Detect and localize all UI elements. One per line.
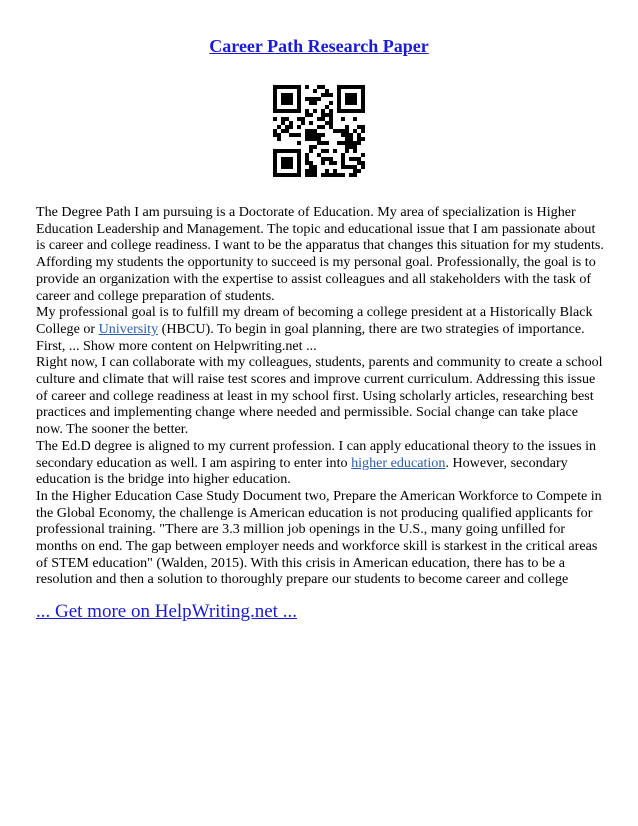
qr-module (281, 85, 285, 89)
qr-module (297, 161, 301, 165)
qr-module (361, 165, 365, 169)
qr-module (273, 129, 277, 133)
qr-module (313, 165, 317, 169)
qr-module (349, 141, 353, 145)
qr-module (357, 125, 361, 129)
qr-module (305, 173, 309, 177)
qr-module (309, 169, 313, 173)
qr-module (357, 133, 361, 137)
paragraph-2-text-b: (HBCU). To begin in goal planning, there are two strategies of importance. First, ... Show more content on Helpwriting.net ... (36, 320, 585, 354)
qr-module (289, 165, 293, 169)
qr-module (361, 105, 365, 109)
qr-module (325, 149, 329, 153)
qr-module (293, 149, 297, 153)
qr-module (301, 121, 305, 125)
qr-module (357, 169, 361, 173)
qr-module (297, 89, 301, 93)
qr-module (349, 173, 353, 177)
qr-module (285, 129, 289, 133)
qr-module (285, 109, 289, 113)
qr-module (321, 157, 325, 161)
qr-module (329, 117, 333, 121)
qr-module (321, 133, 325, 137)
qr-module (297, 165, 301, 169)
qr-module (333, 173, 337, 177)
qr-module (337, 85, 341, 89)
qr-module (353, 157, 357, 161)
qr-module (329, 93, 333, 97)
qr-module (325, 173, 329, 177)
qr-module (277, 137, 281, 141)
qr-module (341, 129, 345, 133)
paragraph-4 (36, 438, 604, 488)
qr-module (285, 97, 289, 101)
qr-module (329, 161, 333, 165)
qr-module (277, 85, 281, 89)
qr-module (289, 125, 293, 129)
qr-module (357, 161, 361, 165)
paragraph-2-text-a: My professional goal is to fulfill my dream of becoming a college president at a Historically Black College or (36, 304, 593, 337)
qr-module (273, 153, 277, 157)
qr-module (337, 109, 341, 113)
qr-module (309, 165, 313, 169)
qr-module (305, 129, 309, 133)
qr-module (305, 157, 309, 161)
paragraph-1: The Degree Path I am pursuing is a Doctorate of Education. My area of specialization is Higher Education Leadership and Management. The topic and educational issue that I am passionate about is career and college readiness. I want to be the apparatus that changes this situation for my students. Affording my students the opportunity to succeed is my personal goal. Professionally, the goal is to provide an organization with the expertise to assist colleagues and all stakeholders with the task of career and college preparation of students. (36, 204, 604, 304)
qr-module (361, 153, 365, 157)
qr-module (285, 157, 289, 161)
qr-module (341, 109, 345, 113)
qr-module (305, 153, 309, 157)
qr-module (309, 97, 313, 101)
qr-module (293, 109, 297, 113)
qr-module (349, 145, 353, 149)
qr-module (349, 101, 353, 105)
qr-module (281, 157, 285, 161)
qr-module (309, 149, 313, 153)
qr-module (361, 129, 365, 133)
qr-module (329, 121, 333, 125)
qr-module (353, 141, 357, 145)
qr-module (285, 125, 289, 129)
qr-module (285, 117, 289, 121)
qr-module (289, 161, 293, 165)
qr-module (321, 85, 325, 89)
qr-module (341, 85, 345, 89)
qr-module (349, 109, 353, 113)
qr-module (297, 169, 301, 173)
qr-module (325, 141, 329, 145)
qr-module (321, 109, 325, 113)
qr-module (297, 149, 301, 153)
higher-education-link[interactable]: higher education (351, 454, 446, 471)
qr-module (333, 149, 337, 153)
qr-module (313, 129, 317, 133)
qr-module (281, 97, 285, 101)
qr-module (353, 117, 357, 121)
paragraph-4-text-a: The Ed.D degree is aligned to my current profession. I can apply educational theory to the issues in secondary education as well. I am aspiring to enter into (36, 437, 597, 471)
qr-module (309, 173, 313, 177)
qr-module (305, 97, 309, 101)
qr-module (349, 157, 353, 161)
qr-module (353, 109, 357, 113)
qr-module (277, 133, 281, 137)
qr-module (313, 97, 317, 101)
qr-module (317, 85, 321, 89)
qr-module (349, 137, 353, 141)
qr-module (353, 97, 357, 101)
qr-module (337, 105, 341, 109)
qr-module (361, 101, 365, 105)
qr-module (305, 85, 309, 89)
qr-module (345, 133, 349, 137)
qr-module (329, 113, 333, 117)
qr-module (273, 89, 277, 93)
page-title (0, 34, 638, 58)
qr-module (309, 101, 313, 105)
qr-module (273, 117, 277, 121)
qr-module (357, 141, 361, 145)
qr-module (337, 141, 341, 145)
qr-module (273, 169, 277, 173)
qr-module (309, 161, 313, 165)
qr-module (345, 165, 349, 169)
qr-module (357, 85, 361, 89)
qr-module (341, 141, 345, 145)
qr-module (285, 173, 289, 177)
qr-module (345, 97, 349, 101)
qr-module (325, 113, 329, 117)
qr-module (277, 125, 281, 129)
qr-module (325, 121, 329, 125)
paragraph-2 (36, 304, 604, 354)
qr-module (361, 109, 365, 113)
qr-module (317, 117, 321, 121)
qr-module (353, 93, 357, 97)
qr-module (285, 165, 289, 169)
qr-module (337, 101, 341, 105)
qr-module (297, 109, 301, 113)
qr-module (357, 137, 361, 141)
qr-module (313, 133, 317, 137)
qr-module (273, 133, 277, 137)
qr-module (281, 93, 285, 97)
qr-module (273, 97, 277, 101)
qr-module (273, 105, 277, 109)
qr-module (281, 173, 285, 177)
qr-module (329, 109, 333, 113)
qr-module (329, 173, 333, 177)
qr-module (325, 105, 329, 109)
qr-module (337, 173, 341, 177)
qr-module (309, 137, 313, 141)
qr-module (273, 101, 277, 105)
qr-module (341, 173, 345, 177)
qr-module (349, 85, 353, 89)
qr-module (273, 93, 277, 97)
qr-module (293, 85, 297, 89)
qr-module (321, 149, 325, 153)
body-text (36, 204, 604, 588)
qr-module (345, 101, 349, 105)
qr-code-icon (273, 85, 365, 177)
qr-module (273, 173, 277, 177)
qr-module (297, 101, 301, 105)
qr-module (297, 117, 301, 121)
qr-module (301, 117, 305, 121)
qr-module (285, 93, 289, 97)
qr-module (305, 109, 309, 113)
qr-module (349, 97, 353, 101)
qr-module (361, 89, 365, 93)
qr-module (333, 169, 337, 173)
qr-module (337, 129, 341, 133)
qr-module (321, 173, 325, 177)
qr-module (353, 165, 357, 169)
qr-module (273, 109, 277, 113)
qr-module (281, 101, 285, 105)
qr-module (341, 165, 345, 169)
qr-module (341, 133, 345, 137)
paragraph-4-text-b: . However, secondary education is the bridge into higher education. (36, 454, 568, 488)
qr-module (325, 169, 329, 173)
qr-module (277, 173, 281, 177)
qr-module (313, 145, 317, 149)
qr-module (289, 109, 293, 113)
qr-module (357, 109, 361, 113)
university-link[interactable]: University (98, 320, 159, 337)
qr-module (309, 145, 313, 149)
qr-module (317, 133, 321, 137)
qr-module (353, 173, 357, 177)
qr-module (281, 129, 285, 133)
qr-module (281, 117, 285, 121)
qr-module (313, 101, 317, 105)
qr-module (313, 137, 317, 141)
qr-module (353, 85, 357, 89)
qr-module (345, 93, 349, 97)
qr-module (289, 97, 293, 101)
qr-module (313, 89, 317, 93)
qr-module (305, 169, 309, 173)
qr-module (309, 121, 313, 125)
qr-module (321, 93, 325, 97)
qr-module (321, 113, 325, 117)
qr-module (289, 121, 293, 125)
qr-module (289, 157, 293, 161)
qr-module (309, 113, 313, 117)
qr-module (325, 89, 329, 93)
qr-module (345, 125, 349, 129)
qr-module (341, 157, 345, 161)
qr-module (273, 165, 277, 169)
qr-module (361, 125, 365, 129)
qr-module (353, 149, 357, 153)
qr-module (285, 85, 289, 89)
qr-module (289, 149, 293, 153)
qr-module (345, 137, 349, 141)
qr-module (277, 109, 281, 113)
qr-module (353, 101, 357, 105)
qr-module (349, 165, 353, 169)
qr-module (285, 149, 289, 153)
qr-module (329, 157, 333, 161)
qr-module (281, 149, 285, 153)
qr-module (361, 93, 365, 97)
qr-module (317, 153, 321, 157)
qr-module (361, 137, 365, 141)
qr-module (281, 109, 285, 113)
get-more-link[interactable]: ... Get more on HelpWriting.net ... (36, 601, 297, 622)
qr-module (353, 169, 357, 173)
qr-module (297, 153, 301, 157)
qr-module (305, 113, 309, 117)
paragraph-5: In the Higher Education Case Study Document two, Prepare the American Workforce to Compete in the Global Economy, the challenge is American education is not producing qualified applicants for professional training. "There are 3.3 million job openings in the U.S., many going unfilled for months on end. The gap between employer needs and workforce skill is starkest in the critical areas of STEM education" (Walden, 2015). With this crisis in American education, there has to be a resolution and then a solution to thoroughly prepare our students to become career and college (36, 487, 602, 588)
qr-module (317, 97, 321, 101)
qr-module (345, 141, 349, 145)
qr-module (321, 161, 325, 165)
qr-module (305, 161, 309, 165)
qr-module (273, 85, 277, 89)
qr-module (337, 89, 341, 93)
qr-module (345, 145, 349, 149)
qr-module (297, 173, 301, 177)
paragraph-3: Right now, I can collaborate with my colleagues, students, parents and community to create a school culture and climate that will raise test scores and improve current curriculum. Addressing this issue of career and college readiness at least in my school first. Using scholarly articles, researching best practices and implementing change where needed and permissible. Social change can take place now. The sooner the better. (36, 354, 603, 438)
qr-module (329, 101, 333, 105)
qr-module (333, 161, 337, 165)
qr-module (325, 157, 329, 161)
qr-module (293, 173, 297, 177)
qr-module (353, 145, 357, 149)
qr-module (341, 117, 345, 121)
qr-module (329, 125, 333, 129)
qr-module (341, 161, 345, 165)
qr-module (337, 97, 341, 101)
title-link[interactable]: Career Path Research Paper (209, 36, 429, 56)
qr-module (297, 97, 301, 101)
qr-module (297, 157, 301, 161)
qr-module (333, 129, 337, 133)
qr-module (349, 93, 353, 97)
qr-module (305, 133, 309, 137)
qr-module (345, 149, 349, 153)
qr-module (281, 165, 285, 169)
qr-module (345, 85, 349, 89)
qr-module (285, 101, 289, 105)
qr-module (317, 141, 321, 145)
qr-module (273, 157, 277, 161)
qr-module (293, 133, 297, 137)
qr-module (309, 129, 313, 133)
qr-module (297, 125, 301, 129)
qr-module (325, 93, 329, 97)
qr-module (313, 173, 317, 177)
qr-module (361, 97, 365, 101)
qr-module (321, 117, 325, 121)
qr-module (289, 173, 293, 177)
qr-module (309, 133, 313, 137)
qr-module (317, 125, 321, 129)
qr-module (281, 161, 285, 165)
qr-module (297, 133, 301, 137)
qr-module (289, 85, 293, 89)
qr-module (297, 141, 301, 145)
qr-module (297, 93, 301, 97)
qr-module (313, 109, 317, 113)
qr-module (349, 133, 353, 137)
qr-module (273, 149, 277, 153)
qr-module (345, 129, 349, 133)
qr-module (297, 105, 301, 109)
qr-module (313, 169, 317, 173)
qr-module (353, 129, 357, 133)
qr-module (305, 137, 309, 141)
qr-module (321, 125, 325, 129)
qr-module (281, 121, 285, 125)
qr-module (361, 161, 365, 165)
qr-module (361, 85, 365, 89)
qr-module (345, 109, 349, 113)
qr-module (337, 93, 341, 97)
qr-module (341, 153, 345, 157)
qr-module (277, 149, 281, 153)
qr-module (289, 101, 293, 105)
qr-module (289, 133, 293, 137)
qr-module (273, 161, 277, 165)
qr-module (321, 141, 325, 145)
qr-module (317, 137, 321, 141)
qr-module (297, 85, 301, 89)
qr-module (357, 157, 361, 161)
qr-module (285, 161, 289, 165)
qr-module (289, 93, 293, 97)
